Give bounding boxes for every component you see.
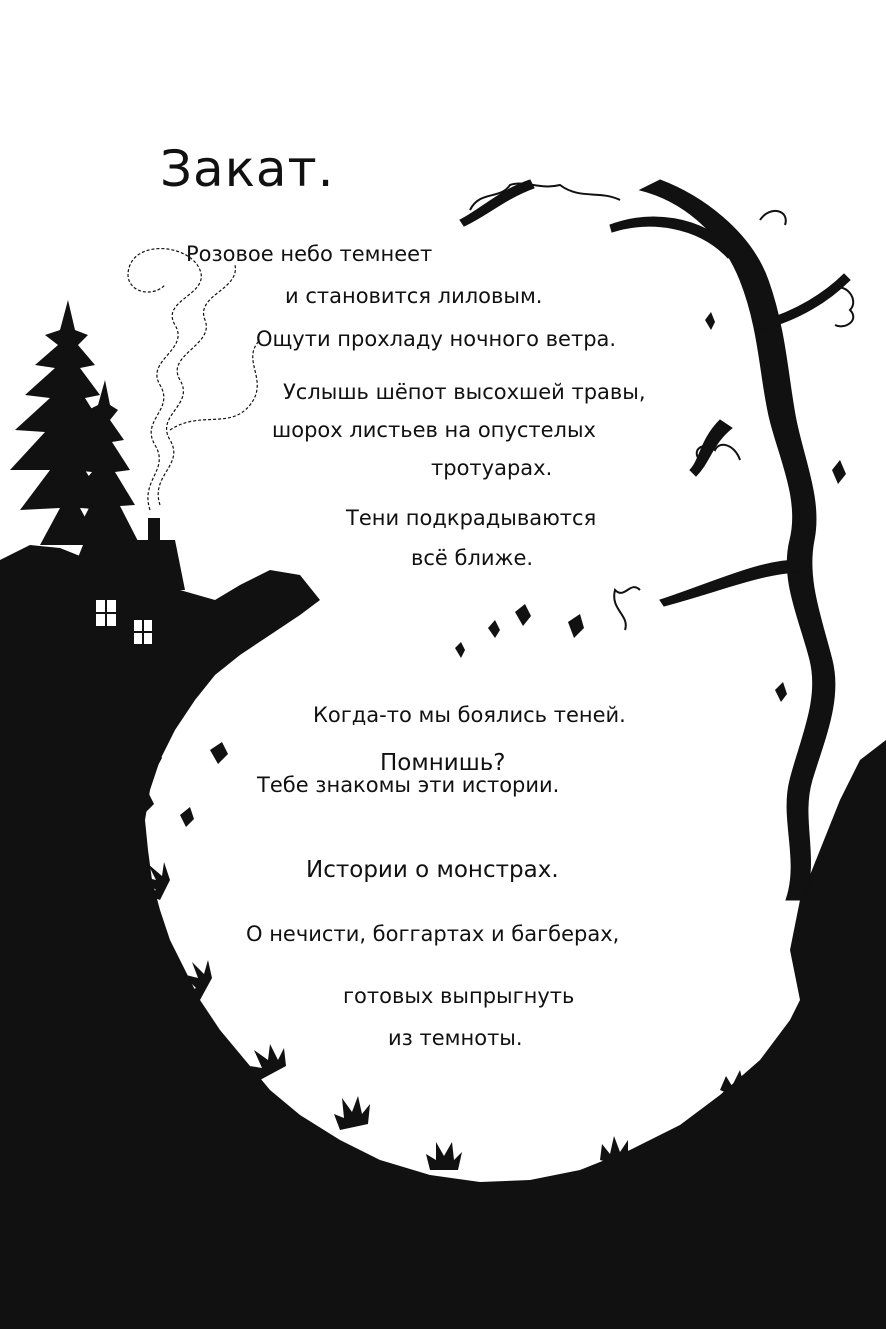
poem-line-4: Услышь шёпот высохшей травы,	[283, 380, 646, 404]
poem-line-1: Розовое небо темнеет	[186, 242, 433, 266]
poem-line-12: Истории о монстрах.	[306, 857, 559, 883]
poem-line-14: готовых выпрыгнуть	[343, 984, 575, 1008]
chimney-smoke	[128, 249, 260, 510]
poem-line-7: Тени подкрадываются	[346, 506, 597, 530]
page-title: Закат.	[160, 140, 335, 198]
poem-line-8: всё ближе.	[411, 546, 534, 570]
poem-line-3: Ощути прохладу ночного ветра.	[256, 327, 617, 351]
poem-line-13: О нечисти, боггартах и багберах,	[246, 922, 620, 946]
poem-line-5: шорох листьев на опустелых	[272, 418, 596, 442]
poem-line-6: тротуарах.	[431, 456, 553, 480]
poem-line-10: Помнишь?	[380, 750, 506, 776]
pine-trees	[10, 300, 140, 545]
poem-line-11: Тебе знакомы эти истории.	[257, 773, 560, 797]
poem-line-2: и становится лиловым.	[285, 284, 543, 308]
poem-line-15: из темноты.	[388, 1026, 523, 1050]
poem-line-9: Когда-то мы боялись теней.	[313, 703, 626, 727]
